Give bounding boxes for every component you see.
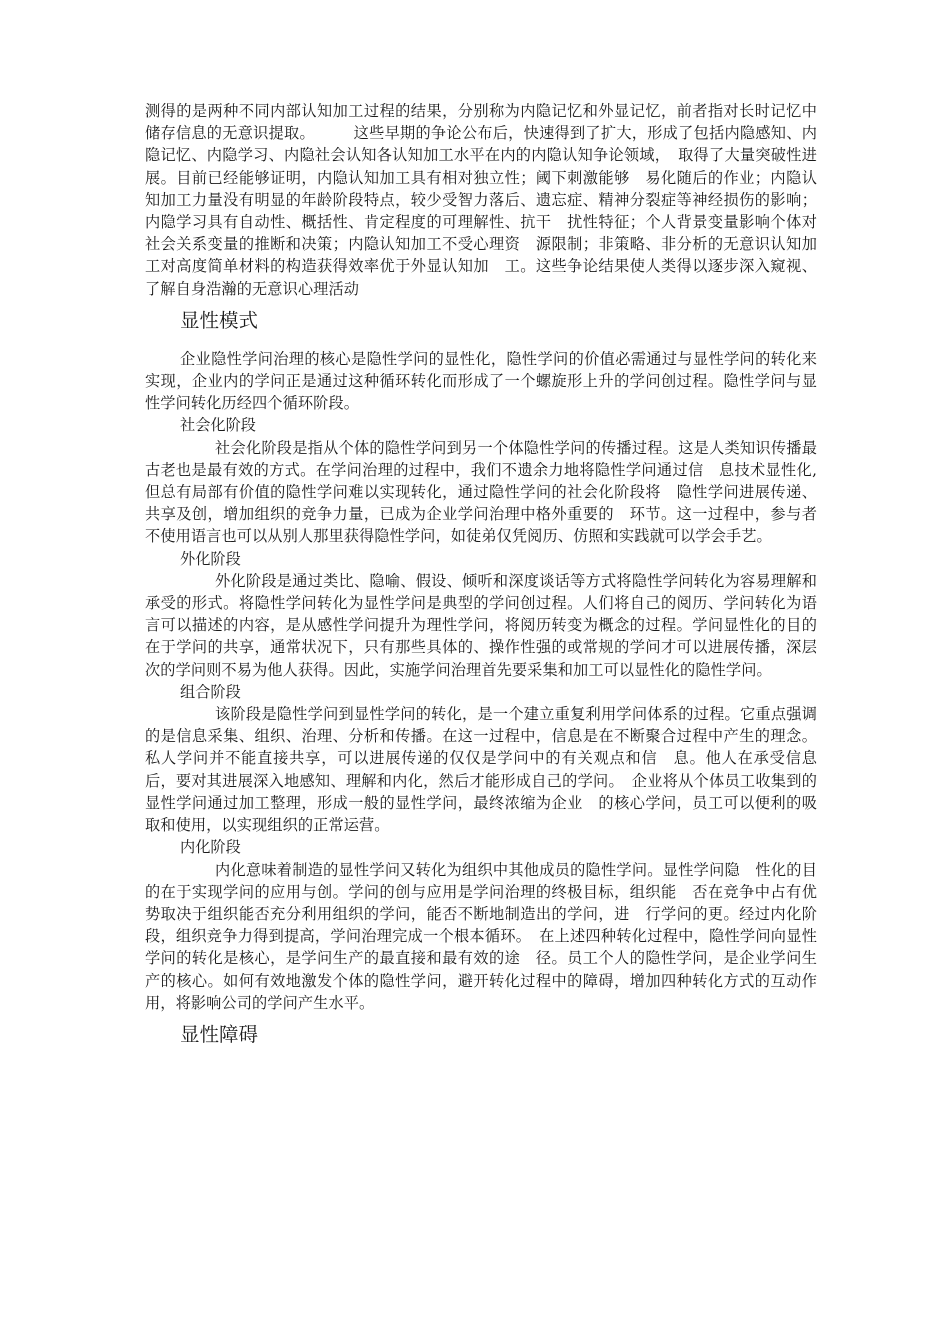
intro-paragraph: 测得的是两种不同内部认知加工过程的结果，分别称为内隐记忆和外显记忆，前者指对长时记忆中储存信息的无意识提取。 这些早期的争论公布后，快速得到了扩大，形成了包括内隐感知、内隐记忆、内隐学习、内隐社会认知各认知加工水平在内的内隐认知争论领域， 取得了大量突破性进展。目前已经能够证明，内隐认知加工具有相对独立性；阈下刺激能够 易化随后的作业；内隐认知加工力量没有明显的年龄阶段特点，较少受智力落后、遗忘症、精神分裂症等神经损伤的影响；内隐学习具有自动性、概括性、肯定程度的可理解性、抗干 扰性特征；个人背景变量影响个体对社会关系变量的推断和决策；内隐认知加工不受心理资 源限制；非策略、非分析的无意识认知加工对高度简单材料的构造获得效率优于外显认知加 工。这些争论结果使人类得以逐步深入窥视、了解自身浩瀚的无意识心理活动 [145, 102, 817, 298]
stage-text-internalization: 内化意味着制造的显性学问又转化为组织中其他成员的隐性学问。显性学问隐 性化的目的在于实现学问的应用与创。学问的创与应用是学问治理的终极目标，组织能 否在竞争中占有优势取决于组织能否充分利用组织的学问，能否不断地制造出的学问，进 行学问的更。经过内化阶段，组织竞争力得到提高，学问治理完成一个根本循环。 在上述四种转化过程中，隐性学问向显性学问的转化是核心，是学问生产的最直接和最有效的途 径。员工个人的隐性学问，是企业学问生产的核心。如何有效地激发个体的隐性学问，避开转化过程中的障碍，增加四种转化方式的互动作用，将影响公司的学问产生水平。 [145, 860, 817, 1012]
stage-title-socialization: 社会化阶段 [180, 416, 256, 435]
stage-text-combination: 该阶段是隐性学问到显性学问的转化，是一个建立重复利用学问体系的过程。它重点强调的是信息采集、组织、治理、分析和传播。在这一过程中，信息是在不断聚合过程中产生的理念。私人学问并不能直接共享，可以进展传递的仅仅是学问中的有关观点和信 息。他人在承受信息后，要对其进展深入地感知、理解和内化，然后才能形成自己的学问。 企业将从个体员工收集到的显性学问通过加工整理，形成一般的显性学问，最终浓缩为企业 的核心学问，员工可以便利的吸取和使用，以实现组织的正常运营。 [145, 705, 817, 835]
stage-title-externalization: 外化阶段 [180, 549, 241, 568]
stage-text-socialization: 社会化阶段是指从个体的隐性学问到另一个体隐性学问的传播过程。这是人类知识传播最古老也是最有效的方式。在学问治理的过程中，我们不遗余力地将隐性学问通过信 息技术显性化,但总有局部有价值的隐性学问难以实现转化，通过隐性学问的社会化阶段将 隐性学问进展传递、共享及创，增加组织的竞争力量，已成为企业学问治理中格外重要的 环节。这一过程中，参与者不使用语言也可以从别人那里获得隐性学问，如徒弟仅凭阅历、仿照和实践就可以学会手艺。 [145, 438, 817, 546]
stage-title-combination: 组合阶段 [180, 682, 241, 701]
section-heading-explicit-mode: 显性模式 [180, 308, 259, 332]
document-page [145, 100, 817, 1050]
section-intro-paragraph: 企业隐性学问治理的核心是隐性学问的显性化，隐性学问的价值必需通过与显性学问的转化来实现，企业内的学问正是通过这种循环转化而形成了一个螺旋形上升的学问创过程。隐性学问与显性学问转化历经四个循环阶段。 [145, 349, 817, 413]
stage-title-internalization: 内化阶段 [180, 838, 241, 857]
section-heading-explicit-barriers: 显性障碍 [180, 1022, 259, 1046]
stage-text-externalization: 外化阶段是通过类比、隐喻、假设、倾听和深度谈话等方式将隐性学问转化为容易理解和承受的形式。将隐性学问转化为显性学问是典型的学问创过程。人们将自己的阅历、学问转化为语言可以描述的内容，是从感性学问提升为理性学问，将阅历转变为概念的过程。学问显性化的目的在于学问的共享，通常状况下，只有那些具体的、操作性强的或常规的学问才可以进展传播，深层次的学问则不易为他人获得。因此，实施学问治理首先要采集和加工可以显性化的隐性学问。 [145, 571, 817, 679]
